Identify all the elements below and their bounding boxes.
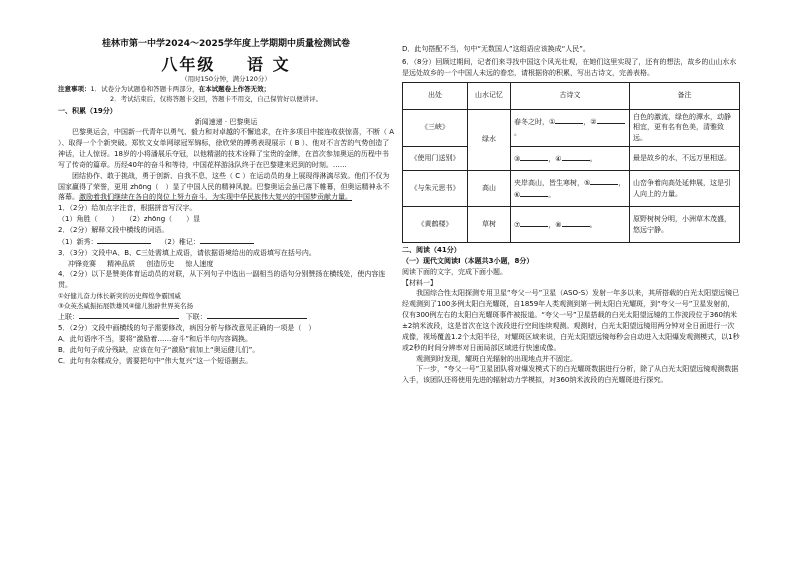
q4-option-b: ③众英杰威振拓展铁雄风④健儿独辟世界英名扬 bbox=[58, 302, 194, 311]
row-source: 《使用门送别》 bbox=[403, 147, 468, 171]
paragraph-2 bbox=[58, 171, 394, 204]
notes bbox=[58, 84, 394, 94]
reading1-title: （一）现代文阅读Ⅰ（本题共3小题，8分） bbox=[402, 256, 534, 265]
q4-lower-label: 下联： bbox=[185, 313, 207, 322]
q3-word: 创造历史 bbox=[146, 259, 175, 268]
question-2: 2．（2分）解释文段中横线的词语。 bbox=[58, 226, 169, 234]
table-row bbox=[403, 109, 740, 147]
left-column bbox=[58, 38, 394, 366]
subject: 语 文 bbox=[247, 54, 291, 74]
q2-blank-b[interactable] bbox=[200, 236, 254, 244]
poem-text: ，⑧ bbox=[548, 220, 562, 229]
time-info: （用时150分钟，满分120分） bbox=[181, 74, 271, 83]
answer-blank[interactable] bbox=[590, 177, 618, 185]
question-3: 3．（3分）文段中A、B、C三处需填上成语，请依据语境给出的成语填写在括号内。 bbox=[58, 248, 316, 257]
news-title: 新闻速递 · 巴黎奥运 bbox=[194, 117, 258, 126]
row-memory: 草树 bbox=[468, 207, 511, 243]
q5-option-d: D．此句搭配不当，句中“无数国人”这组语应该换成“人民”。 bbox=[402, 45, 590, 53]
table-header: 山水记忆 bbox=[468, 82, 511, 109]
poem-text: 。 bbox=[589, 220, 597, 229]
table-row bbox=[403, 147, 740, 171]
answer-blank[interactable] bbox=[562, 219, 590, 227]
poem-text: 夹岸高山，皆生寒树，⑤ bbox=[514, 178, 591, 187]
notes-line2: 2．考试结束后，仅将答题卡交回，答题卡不用交，自己保管好以便讲评。 bbox=[110, 94, 323, 103]
q2-blank-a[interactable] bbox=[97, 236, 151, 244]
row-remark: 最是故乡的水，不远万里相送。 bbox=[630, 147, 740, 171]
row-source: 《三峡》 bbox=[403, 109, 468, 147]
question-6: 6．（8分）回顾过期间，记者们来寻找中国这个风光壮观，在她们这里实现了，还有的想法，故乡的山山水水是远处故乡的一个中国人未远的眷恋，请根据你的积累，写出古诗文，完善表格。 bbox=[402, 57, 737, 77]
notes-line1: 1．试卷分为试题卷和答题卡两部分， bbox=[90, 84, 199, 93]
table-header: 古诗文 bbox=[511, 82, 630, 109]
question-1: 1．（2分）给加点字注音，根据拼音写汉字。 bbox=[58, 204, 197, 213]
row-poem bbox=[511, 147, 630, 171]
poem-text: 。 bbox=[514, 129, 521, 138]
q5-option-c: C．此句有杂糅成分，需要把句中“伟大复兴”这一个短语删去。 bbox=[58, 356, 253, 365]
q5-option-a: A．此句语序不当，要将“激励着……奋斗”和后半句内容调换。 bbox=[58, 334, 253, 343]
q4-option-a: ①好健儿奋力体长新突的历史辉煌争霸国威 bbox=[58, 292, 181, 301]
poem-text: ，⑥ bbox=[514, 178, 626, 199]
row-poem bbox=[511, 109, 630, 147]
grade: 八年级 bbox=[161, 54, 216, 74]
q4-upper-label: 上联： bbox=[58, 313, 79, 322]
q3-word: 冲锋竞赛 bbox=[68, 259, 96, 268]
reading-instruction: 阅读下面的文字，完成下面小题。 bbox=[402, 267, 507, 276]
question-4: 4．（2分）以下是赞美体育运动员的对联，从下列句子中选出一副相当的语句分别赞扬在横线处，使内容连贯。 bbox=[58, 270, 386, 290]
q3-word: 惊人速度 bbox=[185, 259, 214, 268]
poem-text: 。 bbox=[548, 190, 556, 199]
row-memory: 高山 bbox=[468, 171, 511, 207]
table-row bbox=[403, 207, 740, 243]
q4-lower-blank[interactable] bbox=[207, 311, 307, 319]
question-3-words bbox=[58, 259, 394, 270]
row-memory: 绿水 bbox=[468, 109, 511, 171]
row-source: 《与朱元思书》 bbox=[403, 171, 468, 207]
grade-subject-title bbox=[58, 56, 394, 74]
material-paragraph-1: 我国综合性太阳探测专用卫星“夸父一号”卫星（ASO-S）发射一年多以来，其所搭载的白光太阳望远镜已经观测到了100多例太阳白光耀斑，自1859年人类观测到第一例太阳白光耀斑，到“夸父一号”卫星发射前，仅有300例左右的太阳白光耀斑事件被报道。“夸父一号”卫星搭载的白光太阳望远镜的工作波段位于360纳米±2纳米波段，这是首次在这个波段进行空间连续观测。观测时，白光太阳望远镜用两分钟对全日面进行一次成像，视场覆盖1.2个太阳半径，对耀斑区域来说，白光太阳望远镜每秒会自动进入太阳爆发观测模式，以1秒或2秒的时间分辨率对日面局部区域进行快速成像。 bbox=[402, 289, 740, 352]
poem-text: ⑦ bbox=[514, 220, 521, 229]
exam-title: 桂林市第一中学2024～2025学年度上学期期中质量检测试卷 bbox=[101, 39, 351, 49]
table-row bbox=[403, 171, 740, 207]
notes-line1-bold: 在本试题卷上作答无效； bbox=[198, 84, 271, 93]
poem-text: ，④ bbox=[548, 154, 562, 163]
answer-blank[interactable] bbox=[562, 153, 590, 161]
table-header: 备注 bbox=[630, 82, 740, 109]
table-header-row bbox=[403, 82, 740, 109]
poem-text: 。 bbox=[589, 154, 597, 163]
poem-text: 春冬之时，① bbox=[514, 118, 556, 127]
row-remark: 白色的激流，绿色的潭水，动静相宜，更有名有色美，清雅致远。 bbox=[630, 109, 740, 147]
paragraph-2-underlined: 激励着我们继续在各自的岗位上努力奋斗，为实现中华民族伟大复兴的中国梦贡献力量。 bbox=[79, 193, 352, 202]
question-1-options: （1）角胜（ ） （2）zhōng（ ）显 bbox=[58, 215, 201, 224]
q2-opt-a: （1）新秀： bbox=[58, 237, 98, 246]
section2-title: 二、阅读（41分） bbox=[402, 246, 461, 255]
q3-word: 精神品质 bbox=[107, 259, 136, 268]
poem-text: ③ bbox=[514, 154, 521, 163]
row-remark: 山峦争着向高处延伸展，这是引人向上的力量。 bbox=[630, 171, 740, 207]
material-label: 【材料一】 bbox=[402, 278, 437, 287]
q4-upper-blank[interactable] bbox=[79, 311, 179, 319]
q2-opt-b: （2）稚记： bbox=[160, 237, 200, 246]
notes-label: 注意事项： bbox=[58, 84, 91, 93]
poem-text: ，② bbox=[583, 118, 597, 127]
paragraph-2-text: 团结协作、敢于挑战，勇于创新、自我不息，这些（ C ）在运动员的身上展现得淋漓尽致。他们不仅为国家赢得了荣誉，更用 zhōng（ ）显了中国人民的精神风貌。巴黎奥运会虽已落下帷幕，但奥运精神永不落幕。 bbox=[58, 171, 390, 202]
row-poem bbox=[511, 207, 630, 243]
material-paragraph-2: 观测到时发现，耀斑白光辐射的出现地点并不固定。 bbox=[416, 354, 577, 363]
material-paragraph-3: 下一步，“夸父一号”卫星团队将对爆发模式下的白光耀斑数据进行分析，除了从白光太阳望远镜观测数据入手，该团队还将使用先进的辐射动力学模拟，对360纳米波段的白光耀斑进行探究。 bbox=[402, 365, 739, 385]
answer-blank[interactable] bbox=[555, 116, 583, 124]
table-header: 出处 bbox=[403, 82, 468, 109]
question-5: 5．（2分）文段中画横线的句子需要修改，病因分析与修改意见正确的一项是（ ） bbox=[58, 324, 316, 333]
answer-blank[interactable] bbox=[597, 116, 625, 124]
answer-blank[interactable] bbox=[520, 219, 548, 227]
question-2-options bbox=[58, 236, 394, 248]
q4-fill bbox=[58, 311, 394, 323]
row-remark: 原野树树分明，小洲草木茂盛，悠远宁静。 bbox=[630, 207, 740, 243]
answer-blank[interactable] bbox=[520, 153, 548, 161]
row-source: 《黄鹤楼》 bbox=[403, 207, 468, 243]
row-poem bbox=[511, 171, 630, 207]
q5-option-b: B．此句句子成分残缺，应该在句子“激励”前加上“奥运健儿们”。 bbox=[58, 345, 260, 354]
answer-blank[interactable] bbox=[520, 189, 548, 197]
section1-title: 一、积累（19分） bbox=[58, 106, 117, 115]
paragraph-1: 巴黎奥运会，中国新一代青年以勇气、毅力和对卓越的不懈追求，在许多项目中接连收获惊喜，不断（ A ）、取得一个个新突破。郑钦文女单网球冠军锦标，徐欣荣的搏勇表现展示（ B ）、他对不言苦的气势创造了神话，让人惊讶。18岁的小将潘展乐夺冠，以他精湛的技术诠释了宝贵的金牌，在首次参加奥运的历程中书写了传奇的篇章。历经40年的奋斗和等待，中国花样游泳队终于在巴黎建来迟到的时刻。…… bbox=[58, 128, 395, 169]
poem-table bbox=[402, 82, 740, 244]
right-column bbox=[402, 44, 740, 386]
